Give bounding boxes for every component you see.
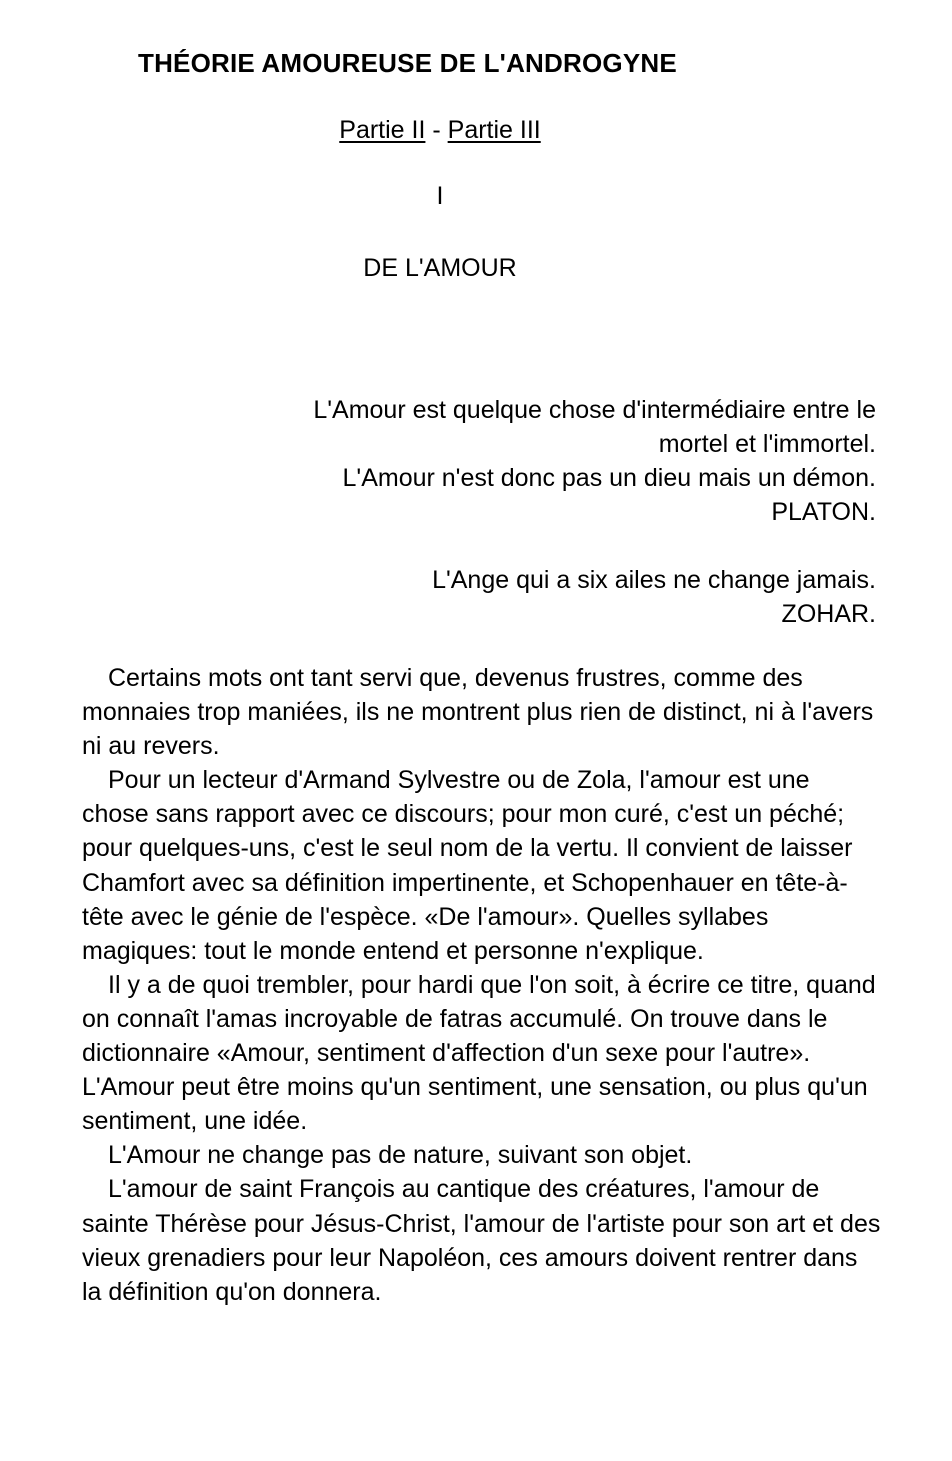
epigraph-platon	[156, 393, 876, 529]
epigraph-line: L'Amour est quelque chose d'intermédiaire entre le	[313, 396, 876, 424]
part-separator: -	[425, 116, 448, 144]
paragraph: Certains mots ont tant servi que, devenus frustres, comme des monnaies trop maniées, ils ne montrent plus rien de distinct, ni à l'avers ni au revers.	[82, 664, 874, 761]
paragraph: L'amour de saint François au cantique des créatures, l'amour de sainte Thérèse pour Jésus-Christ, l'amour de l'artiste pour son art et des vieux grenadiers pour leur Napoléon, ces amours doivent rentrer dans la définition qu'on donnera.	[82, 1175, 881, 1306]
chapter-number: I	[436, 182, 444, 210]
part-navigation	[0, 116, 880, 145]
epigraphs	[156, 393, 876, 665]
epigraph-zohar	[156, 563, 876, 631]
epigraph-line: L'Amour n'est donc pas un dieu mais un démon.	[342, 464, 876, 492]
epigraph-line: mortel et l'immortel.	[658, 430, 876, 458]
epigraph-author: PLATON.	[771, 498, 876, 526]
body-text	[82, 661, 882, 1309]
link-next-part[interactable]: Partie III	[447, 116, 541, 144]
chapter-title: DE L'AMOUR	[363, 254, 517, 282]
epigraph-author: ZOHAR.	[781, 600, 876, 628]
epigraph-line: L'Ange qui a six ailes ne change jamais.	[432, 566, 876, 594]
paragraph: Il y a de quoi trembler, pour hardi que l'on soit, à écrire ce titre, quand on connaît l'amas incroyable de fatras accumulé. On trouve dans le dictionnaire «Amour, sentiment d'affection d'un sexe pour l'autre». L'Amour peut être moins qu'un sentiment, une sensation, ou plus qu'un sentiment, une idée.	[82, 970, 876, 1136]
book-title: THÉORIE AMOUREUSE DE L'ANDROGYNE	[138, 48, 677, 78]
paragraph: L'Amour ne change pas de nature, suivant son objet.	[108, 1141, 693, 1170]
link-previous-part[interactable]: Partie II	[339, 116, 426, 144]
paragraph: Pour un lecteur d'Armand Sylvestre ou de Zola, l'amour est une chose sans rapport avec ce discours; pour mon curé, c'est un péché; pour quelques-uns, c'est le seul nom de la vertu. Il convient de laisser Chamfort avec sa définition impertinente, et Schopenhauer en tête-à-tête avec le génie de l'espèce. «De l'amour». Quelles syllabes magiques: tout le monde entend et personne n'explique.	[82, 766, 853, 965]
